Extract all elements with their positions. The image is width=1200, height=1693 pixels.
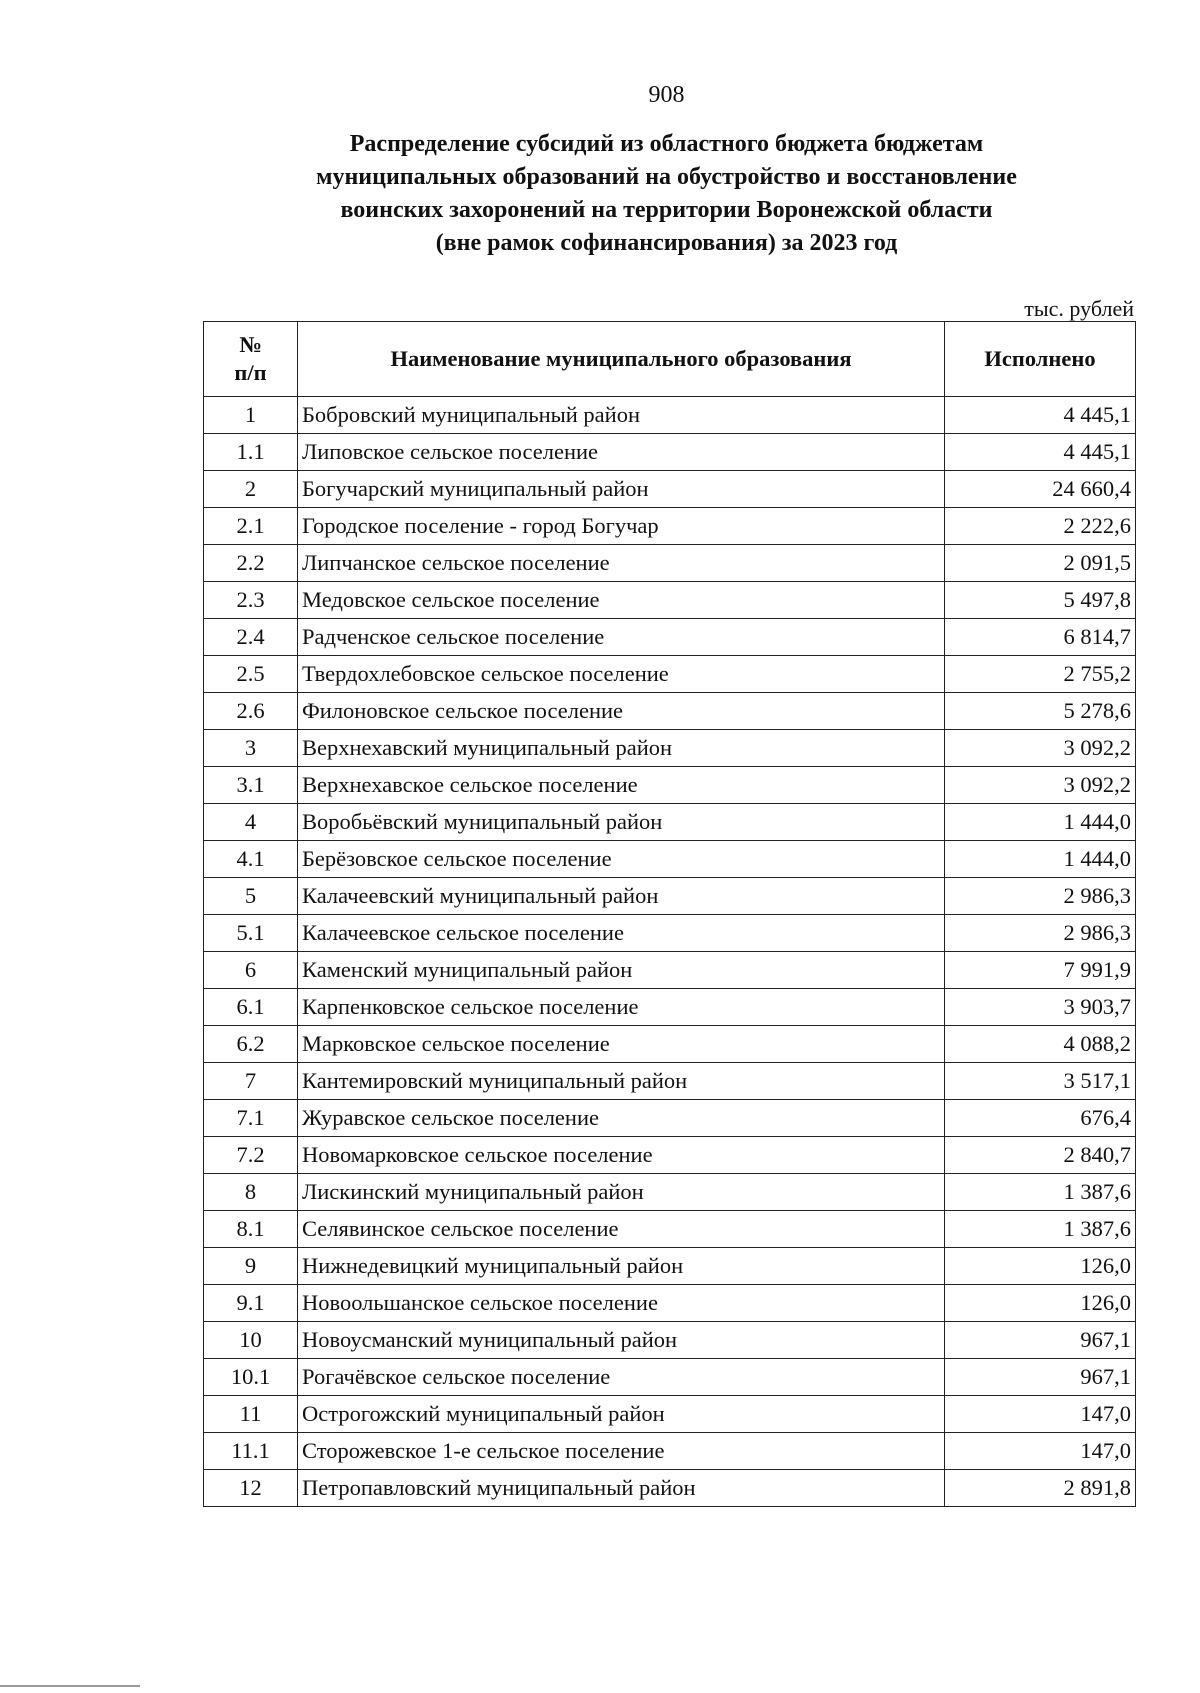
- row-name-cell: Берёзовское сельское поселение: [298, 841, 945, 878]
- row-number-cell: 11.1: [204, 1433, 298, 1470]
- row-number-cell: 5.1: [204, 915, 298, 952]
- table-row: [204, 1359, 1136, 1396]
- row-number-cell: 1: [204, 397, 298, 434]
- row-name-cell: Филоновское сельское поселение: [298, 693, 945, 730]
- table-row: [204, 841, 1136, 878]
- row-number-cell: 6.1: [204, 989, 298, 1026]
- row-name-cell: Калачеевское сельское поселение: [298, 915, 945, 952]
- row-name-cell: Новоольшанское сельское поселение: [298, 1285, 945, 1322]
- row-name-cell: Новомарковское сельское поселение: [298, 1137, 945, 1174]
- row-number-cell: 5: [204, 878, 298, 915]
- row-name-cell: Марковское сельское поселение: [298, 1026, 945, 1063]
- subsidy-table: [203, 321, 1136, 1507]
- table-row: [204, 1248, 1136, 1285]
- title-line-4: (вне рамок софинансирования) за 2023 год: [435, 230, 898, 256]
- footer-mark: [0, 1685, 140, 1687]
- table-header-row: [204, 322, 1136, 397]
- table-row: [204, 693, 1136, 730]
- row-number-cell: 6: [204, 952, 298, 989]
- row-value-cell: 6 814,7: [945, 619, 1136, 656]
- row-value-cell: 2 091,5: [945, 545, 1136, 582]
- row-value-cell: 4 088,2: [945, 1026, 1136, 1063]
- row-name-cell: Новоусманский муниципальный район: [298, 1322, 945, 1359]
- row-number-cell: 10: [204, 1322, 298, 1359]
- document-title: [200, 128, 1133, 260]
- row-name-cell: Верхнехавское сельское поселение: [298, 767, 945, 804]
- row-number-cell: 3.1: [204, 767, 298, 804]
- row-name-cell: Липчанское сельское поселение: [298, 545, 945, 582]
- table-row: [204, 508, 1136, 545]
- row-name-cell: Селявинское сельское поселение: [298, 1211, 945, 1248]
- row-number-cell: 6.2: [204, 1026, 298, 1063]
- table-row: [204, 804, 1136, 841]
- row-name-cell: Петропавловский муниципальный район: [298, 1470, 945, 1507]
- row-value-cell: 4 445,1: [945, 434, 1136, 471]
- row-value-cell: 3 092,2: [945, 767, 1136, 804]
- table-body: [204, 397, 1136, 1507]
- row-value-cell: 1 444,0: [945, 804, 1136, 841]
- table-row: [204, 397, 1136, 434]
- title-line-1: Распределение субсидий из областного бюджета бюджетам: [349, 131, 984, 157]
- row-name-cell: Лискинский муниципальный район: [298, 1174, 945, 1211]
- title-line-2: муниципальных образований на обустройство и восстановление: [316, 164, 1017, 190]
- row-number-cell: 2.3: [204, 582, 298, 619]
- table-header: [204, 322, 1136, 397]
- row-value-cell: 967,1: [945, 1322, 1136, 1359]
- row-name-cell: Богучарский муниципальный район: [298, 471, 945, 508]
- table-row: [204, 1100, 1136, 1137]
- table-row: [204, 730, 1136, 767]
- units-label: тыс. рублей: [1024, 296, 1134, 321]
- row-value-cell: 147,0: [945, 1396, 1136, 1433]
- table-row: [204, 1322, 1136, 1359]
- table-row: [204, 989, 1136, 1026]
- row-number-cell: 11: [204, 1396, 298, 1433]
- table-row: [204, 582, 1136, 619]
- row-value-cell: 2 986,3: [945, 878, 1136, 915]
- row-number-cell: 2.4: [204, 619, 298, 656]
- row-name-cell: Острогожский муниципальный район: [298, 1396, 945, 1433]
- row-number-cell: 3: [204, 730, 298, 767]
- row-value-cell: 2 986,3: [945, 915, 1136, 952]
- row-name-cell: Верхнехавский муниципальный район: [298, 730, 945, 767]
- row-value-cell: 1 444,0: [945, 841, 1136, 878]
- row-value-cell: 2 755,2: [945, 656, 1136, 693]
- row-number-cell: 2.5: [204, 656, 298, 693]
- row-value-cell: 126,0: [945, 1285, 1136, 1322]
- row-value-cell: 3 092,2: [945, 730, 1136, 767]
- table-row: [204, 1063, 1136, 1100]
- row-number-cell: 7.2: [204, 1137, 298, 1174]
- header-number-line2: п/п: [234, 360, 267, 385]
- row-value-cell: 2 840,7: [945, 1137, 1136, 1174]
- table-row: [204, 1026, 1136, 1063]
- row-name-cell: Рогачёвское сельское поселение: [298, 1359, 945, 1396]
- row-number-cell: 9: [204, 1248, 298, 1285]
- row-name-cell: Воробьёвский муниципальный район: [298, 804, 945, 841]
- table-row: [204, 1433, 1136, 1470]
- row-number-cell: 2: [204, 471, 298, 508]
- title-line-3: воинских захоронений на территории Воронежской области: [340, 197, 993, 223]
- table-row: [204, 1211, 1136, 1248]
- row-value-cell: 5 497,8: [945, 582, 1136, 619]
- row-value-cell: 3 903,7: [945, 989, 1136, 1026]
- row-value-cell: 4 445,1: [945, 397, 1136, 434]
- row-number-cell: 8: [204, 1174, 298, 1211]
- row-value-cell: 126,0: [945, 1248, 1136, 1285]
- row-value-cell: 1 387,6: [945, 1211, 1136, 1248]
- table-row: [204, 915, 1136, 952]
- row-name-cell: Городское поселение - город Богучар: [298, 508, 945, 545]
- row-name-cell: Карпенковское сельское поселение: [298, 989, 945, 1026]
- table-row: [204, 471, 1136, 508]
- row-value-cell: 5 278,6: [945, 693, 1136, 730]
- row-number-cell: 2.1: [204, 508, 298, 545]
- row-number-cell: 1.1: [204, 434, 298, 471]
- header-name: Наименование муниципального образования: [298, 322, 945, 397]
- table-row: [204, 952, 1136, 989]
- header-number: [204, 322, 298, 397]
- row-name-cell: Кантемировский муниципальный район: [298, 1063, 945, 1100]
- row-number-cell: 2.6: [204, 693, 298, 730]
- row-value-cell: 24 660,4: [945, 471, 1136, 508]
- header-number-line1: №: [239, 332, 262, 357]
- row-number-cell: 7.1: [204, 1100, 298, 1137]
- table-row: [204, 1174, 1136, 1211]
- row-number-cell: 8.1: [204, 1211, 298, 1248]
- row-value-cell: 147,0: [945, 1433, 1136, 1470]
- row-name-cell: Нижнедевицкий муниципальный район: [298, 1248, 945, 1285]
- page-number: 908: [648, 82, 685, 108]
- row-value-cell: 1 387,6: [945, 1174, 1136, 1211]
- table-row: [204, 434, 1136, 471]
- table-row: [204, 1285, 1136, 1322]
- table-row: [204, 545, 1136, 582]
- row-name-cell: Каменский муниципальный район: [298, 952, 945, 989]
- row-value-cell: 2 891,8: [945, 1470, 1136, 1507]
- row-name-cell: Липовское сельское поселение: [298, 434, 945, 471]
- row-number-cell: 7: [204, 1063, 298, 1100]
- row-name-cell: Бобровский муниципальный район: [298, 397, 945, 434]
- row-number-cell: 10.1: [204, 1359, 298, 1396]
- table-row: [204, 878, 1136, 915]
- row-value-cell: 7 991,9: [945, 952, 1136, 989]
- row-name-cell: Медовское сельское поселение: [298, 582, 945, 619]
- row-value-cell: 967,1: [945, 1359, 1136, 1396]
- row-value-cell: 676,4: [945, 1100, 1136, 1137]
- row-number-cell: 4: [204, 804, 298, 841]
- row-name-cell: Твердохлебовское сельское поселение: [298, 656, 945, 693]
- row-name-cell: Калачеевский муниципальный район: [298, 878, 945, 915]
- row-number-cell: 12: [204, 1470, 298, 1507]
- table-row: [204, 1470, 1136, 1507]
- table-row: [204, 656, 1136, 693]
- table-row: [204, 619, 1136, 656]
- table-row: [204, 1137, 1136, 1174]
- row-name-cell: Радченское сельское поселение: [298, 619, 945, 656]
- row-name-cell: Журавское сельское поселение: [298, 1100, 945, 1137]
- table-row: [204, 1396, 1136, 1433]
- row-number-cell: 9.1: [204, 1285, 298, 1322]
- row-number-cell: 2.2: [204, 545, 298, 582]
- row-number-cell: 4.1: [204, 841, 298, 878]
- row-value-cell: 2 222,6: [945, 508, 1136, 545]
- table-row: [204, 767, 1136, 804]
- row-name-cell: Сторожевское 1-е сельское поселение: [298, 1433, 945, 1470]
- row-value-cell: 3 517,1: [945, 1063, 1136, 1100]
- header-value: Исполнено: [945, 322, 1136, 397]
